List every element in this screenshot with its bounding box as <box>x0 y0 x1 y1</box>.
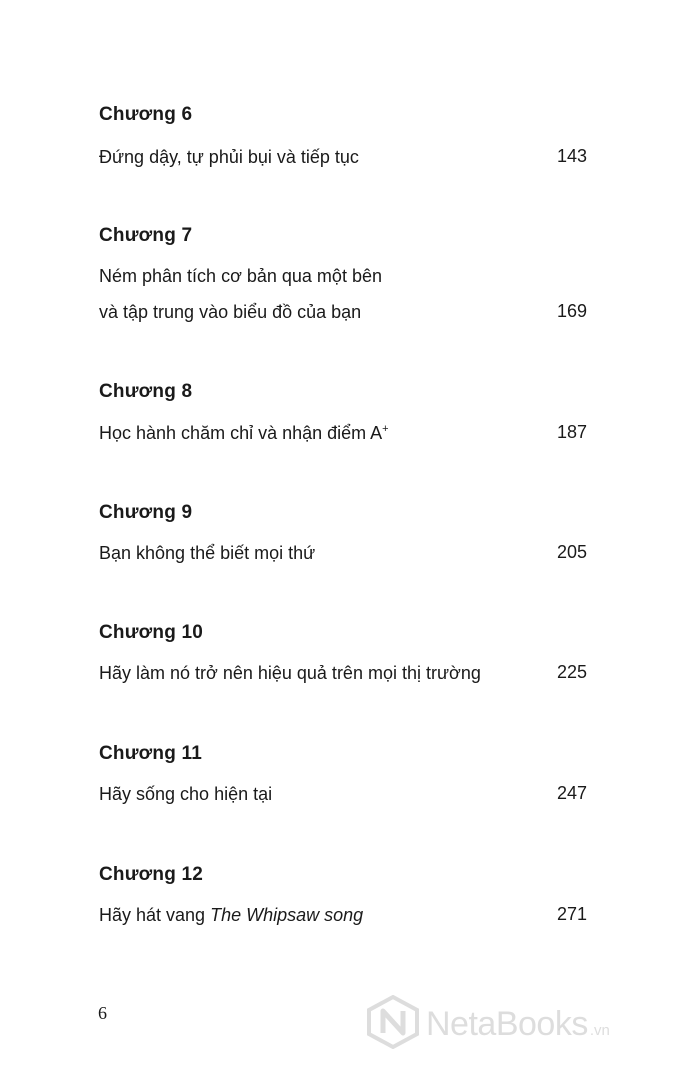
chapter-9-page[interactable]: 205 <box>556 542 587 562</box>
chapter-10-heading: Chương 10 <box>99 622 204 643</box>
chapter-12-title-prefix: Hãy hát vang <box>99 905 211 925</box>
n-logo-icon <box>366 995 420 1054</box>
chapter-8-title-text: Học hành chăm chỉ và nhận điểm A <box>99 423 383 443</box>
watermark <box>366 996 610 1052</box>
watermark-suffix: .vn <box>589 1021 610 1039</box>
chapter-8-page[interactable]: 187 <box>556 422 587 442</box>
watermark-brand: NetaBooks <box>426 1004 588 1043</box>
chapter-10-title[interactable]: Hãy làm nó trở nên hiệu quả trên mọi thị trường <box>99 663 481 683</box>
chapter-12-title-italic: The Whipsaw song <box>210 905 364 925</box>
chapter-12-heading: Chương 12 <box>99 864 204 885</box>
chapter-7-page[interactable]: 169 <box>556 301 587 321</box>
chapter-12-page[interactable]: 271 <box>556 904 587 924</box>
page-folio: 6 <box>98 1003 107 1023</box>
chapter-8-title-superscript: + <box>382 423 389 435</box>
chapter-10-page[interactable]: 225 <box>556 662 587 682</box>
chapter-9-heading: Chương 9 <box>99 502 193 523</box>
chapter-9-title[interactable]: Bạn không thể biết mọi thứ <box>99 543 316 563</box>
chapter-8-title[interactable] <box>99 415 389 454</box>
chapter-6-title[interactable]: Đứng dậy, tự phủi bụi và tiếp tục <box>99 147 359 167</box>
chapter-11-title[interactable]: Hãy sống cho hiện tại <box>99 784 273 804</box>
chapter-7-title-line-1[interactable]: Ném phân tích cơ bản qua một bên <box>99 266 382 286</box>
chapter-11-heading: Chương 11 <box>99 743 202 764</box>
chapter-7-title-line-2[interactable]: và tập trung vào biểu đồ của bạn <box>99 302 362 322</box>
chapter-7-heading: Chương 7 <box>99 225 193 246</box>
chapter-12-title[interactable] <box>99 897 363 933</box>
chapter-6-page[interactable]: 143 <box>556 146 587 166</box>
chapter-11-page[interactable]: 247 <box>556 783 587 803</box>
chapter-6-heading: Chương 6 <box>99 104 193 125</box>
chapter-8-heading: Chương 8 <box>99 381 193 402</box>
